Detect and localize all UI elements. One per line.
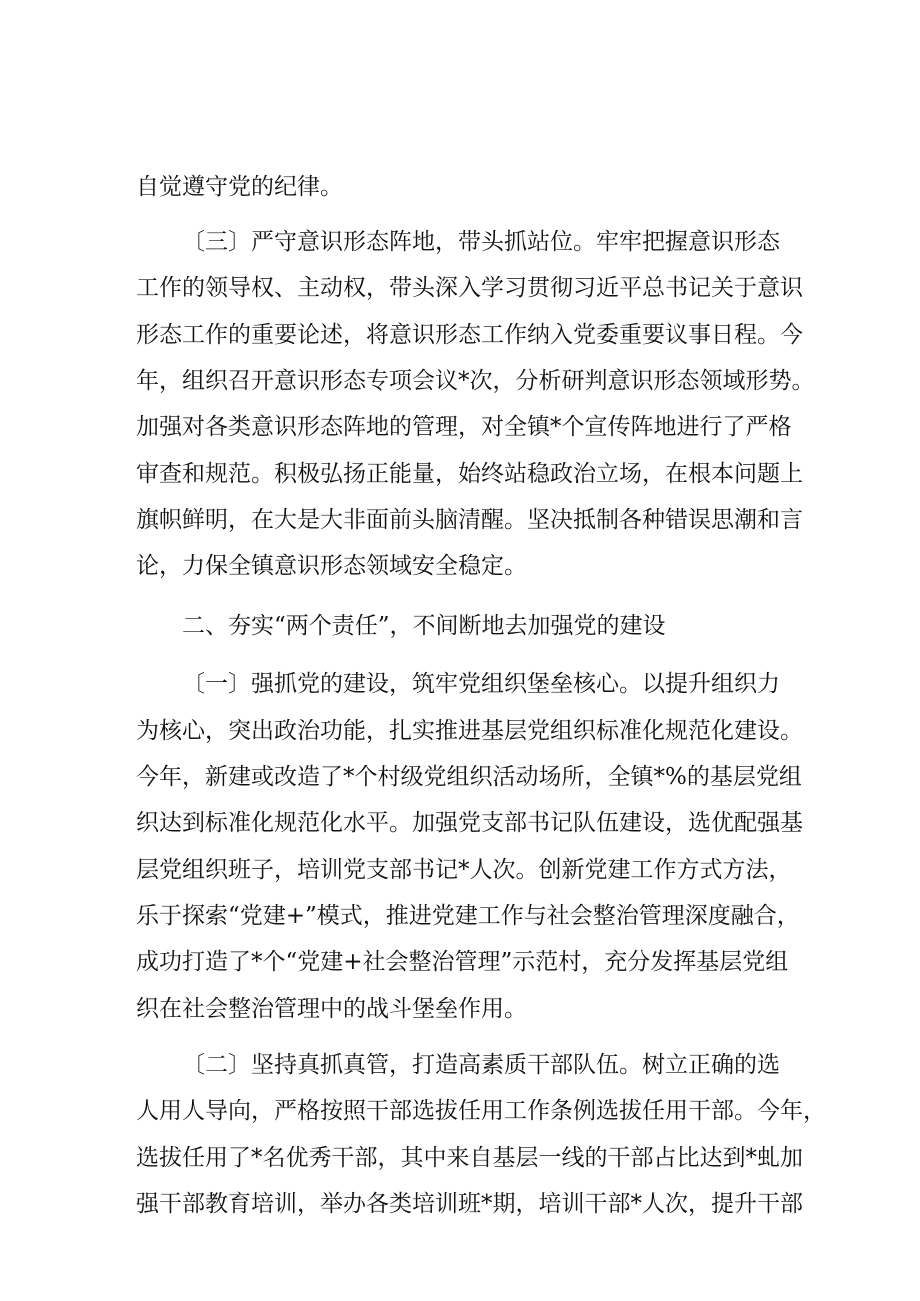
paragraph-2-line-7: 旗帜鲜明，在大是大非面前头脑清醒。坚决抵制各种错误思潮和言 bbox=[136, 507, 803, 533]
paragraph-2-line-5: 加强对各类意识形态阵地的管理，对全镇*个宣传阵地进行了严格 bbox=[136, 414, 792, 440]
paragraph-3-line-7: 成功打造了*个“党建+社会整治管理”示范村，充分发挥基层党组 bbox=[136, 949, 789, 975]
paragraph-3-line-4: 织达到标准化规范化水平。加强党支部书记队伍建设，选优配强基 bbox=[136, 810, 803, 836]
paragraph-3-line-3: 今年，新建或改造了*个村级党组织活动场所，全镇*%的基层党组 bbox=[136, 764, 802, 790]
paragraph-2-line-3: 形态工作的重要论述，将意识形态工作纳入党委重要议事日程。今 bbox=[136, 322, 803, 348]
paragraph-4-line-3: 选拔任用了*名优秀干部，其中来自基层一线的干部占比达到*虬加 bbox=[136, 1145, 803, 1171]
paragraph-3-line-5: 层党组织班子，培训党支部书记*人次。创新党建工作方式方法， bbox=[136, 857, 792, 883]
paragraph-3-line-6: 乐于探索“党建+”模式，推进党建工作与社会整治管理深度融合， bbox=[136, 903, 800, 929]
section-heading: 二、夯实“两个责任”，不间断地去加强党的建设 bbox=[182, 613, 666, 639]
paragraph-2-line-8: 论，力保全镇意识形态领域安全稳定。 bbox=[136, 553, 527, 579]
paragraph-4-line-4: 强干部教育培训，举办各类培训班*期，培训干部*人次，提升干部 bbox=[136, 1191, 803, 1217]
paragraph-3-line-8: 织在社会整治管理中的战斗堡垒作用。 bbox=[136, 996, 527, 1022]
paragraph-3-line-2: 为核心，突出政治功能，扎实推进基层党组织标准化规范化建设。 bbox=[136, 718, 803, 744]
paragraph-3-line-1: 〔一〕强抓党的建设，筑牢党组织堡垒核心。以提升组织力 bbox=[182, 671, 780, 697]
paragraph-2-line-1: 〔三〕严守意识形态阵地，带头抓站位。牢牢把握意识形态 bbox=[182, 229, 780, 255]
paragraph-2-line-2: 工作的领导权、主动权，带头深入学习贯彻习近平总书记关于意识 bbox=[136, 275, 803, 301]
paragraph-1-line-1: 自觉遵守党的纪律。 bbox=[136, 174, 343, 200]
paragraph-2-line-4: 年，组织召开意识形态专项会议*次，分析研判意识形态领域形势。 bbox=[136, 368, 815, 394]
paragraph-4-line-2: 人用人导向，严格按照干部选拔任用工作条例选拔任用干部。今年， bbox=[136, 1098, 826, 1124]
paragraph-4-line-1: 〔二〕坚持真抓真管，打造高素质干部队伍。树立正确的选 bbox=[182, 1052, 780, 1078]
paragraph-2-line-6: 审查和规范。积极弘扬正能量，始终站稳政治立场，在根本问题上 bbox=[136, 461, 803, 487]
